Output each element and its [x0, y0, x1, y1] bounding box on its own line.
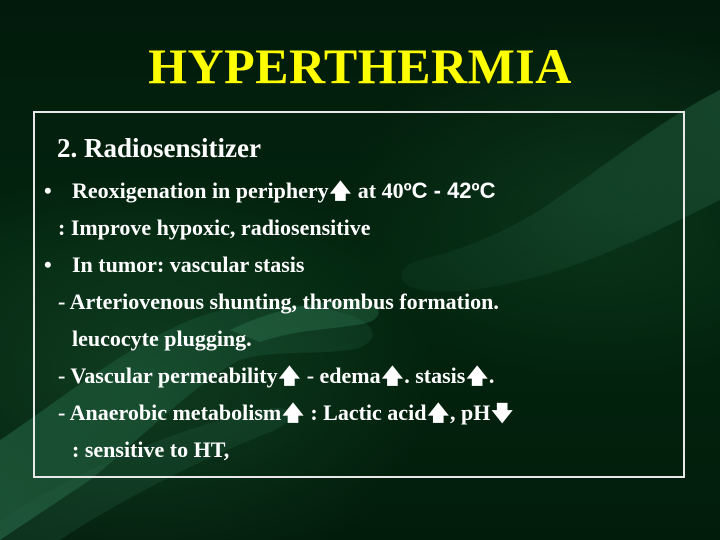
up-arrow-icon: 🡅: [329, 179, 352, 203]
line-text: .: [488, 363, 495, 388]
text-line-7: [58, 398, 514, 428]
up-arrow-icon: 🡅: [282, 401, 304, 425]
line-text: at 40: [352, 178, 404, 203]
up-arrow-icon: 🡅: [278, 364, 301, 388]
bullet-line-1: [44, 176, 495, 206]
text-line-2: : Improve hypoxic, radiosensitive: [58, 215, 371, 240]
text-line-8: : sensitive to HT,: [72, 437, 230, 462]
up-arrow-icon: 🡅: [466, 364, 488, 388]
temperature-range: ºC - 42ºC: [403, 178, 496, 203]
text-line-6: [58, 361, 494, 391]
up-arrow-icon: 🡅: [381, 364, 404, 388]
line-text: : Lactic acid: [304, 400, 427, 425]
text-line-4: - Arteriovenous shunting, thrombus formation.: [58, 289, 499, 314]
line-text: - Vascular permeability: [58, 363, 278, 388]
line-text: In tumor: vascular stasis: [72, 252, 305, 277]
up-arrow-icon: 🡅: [427, 401, 450, 425]
line-text: Reoxigenation in periphery: [72, 178, 329, 203]
bullet-point: •: [44, 252, 52, 277]
bullet-line-2: [44, 250, 304, 280]
down-arrow-icon: 🡇: [491, 401, 513, 425]
bullet-point: •: [44, 178, 52, 203]
section-heading: 2. Radiosensitizer: [57, 133, 261, 163]
text-line-5: leucocyte plugging.: [72, 326, 252, 351]
line-text: , pH: [450, 400, 491, 425]
line-text: - Anaerobic metabolism: [58, 400, 282, 425]
line-text: - edema: [301, 363, 381, 388]
line-text: . stasis: [404, 363, 466, 388]
slide-title: HYPERTHERMIA: [148, 38, 572, 94]
